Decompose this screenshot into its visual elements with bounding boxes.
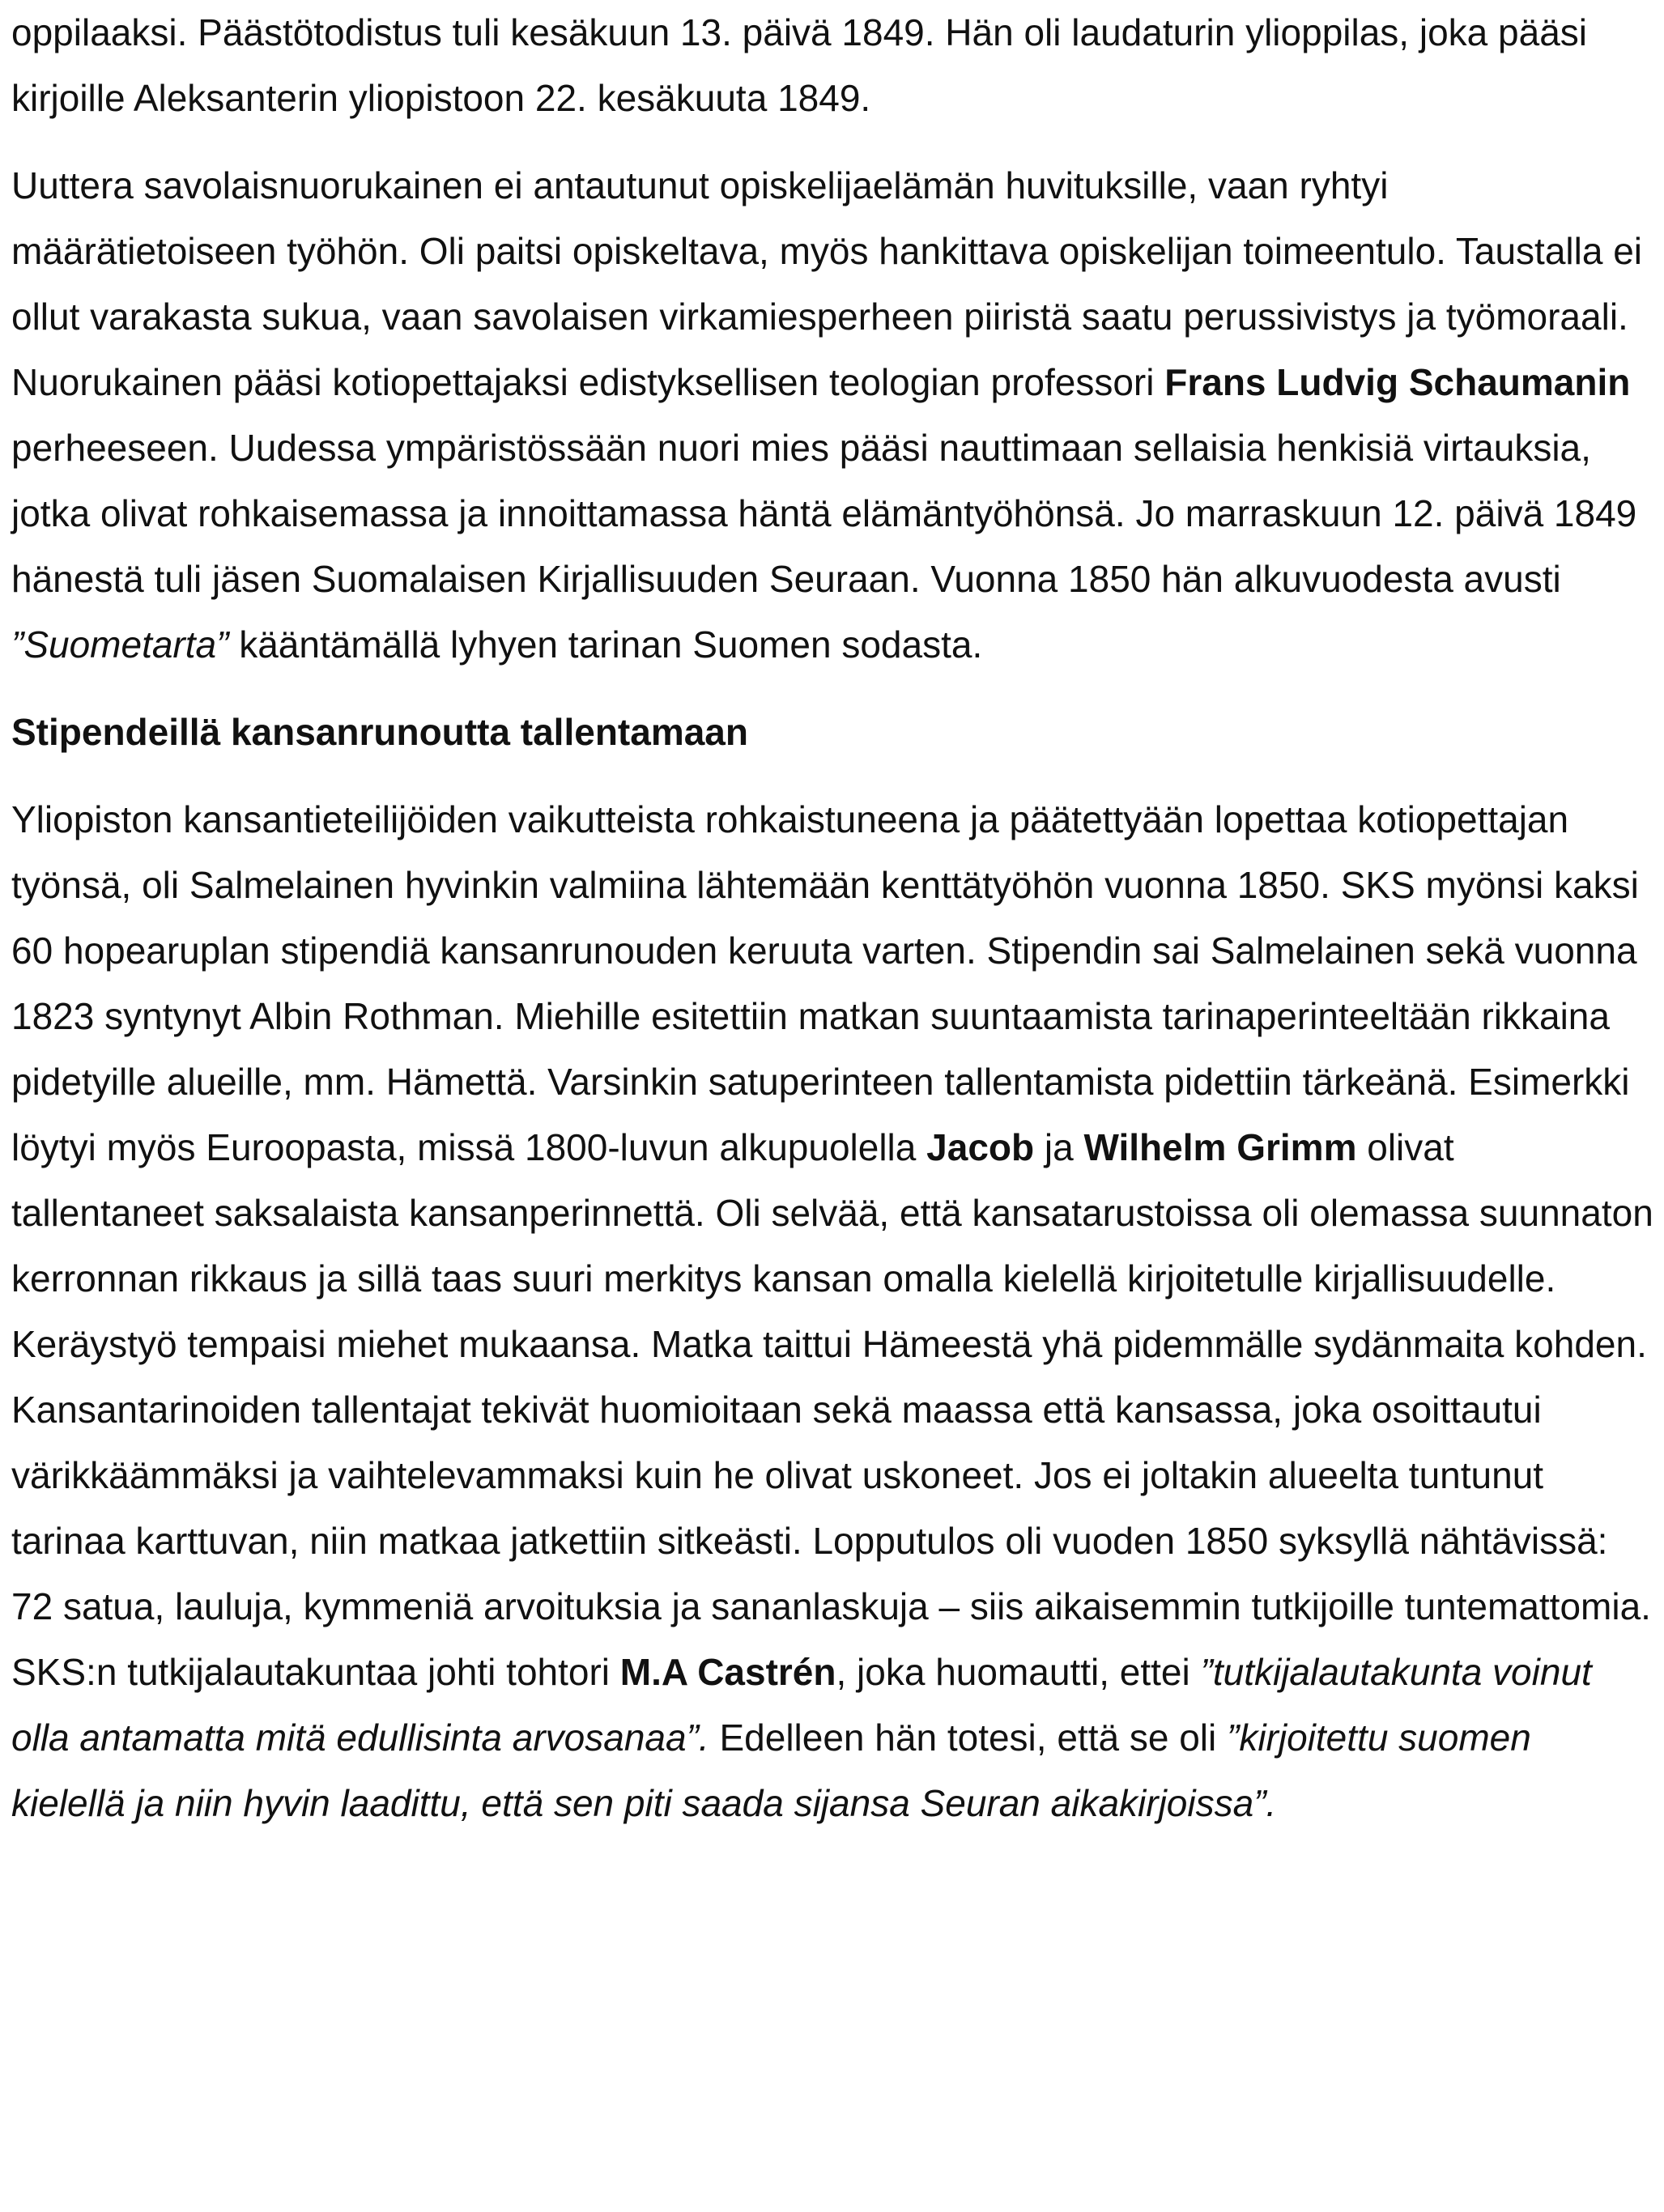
bold-text: Jacob: [926, 1126, 1035, 1168]
bold-text: Frans Ludvig Schaumanin: [1164, 361, 1631, 403]
document-body: [11, 0, 1655, 1858]
text-run: olivat tallentaneet saksalaista kansanperinnettä. Oli selvää, että kansatarustoissa oli olemassa suunnaton kerronnan rikkaus ja sillä taas suuri merkitys kansan omalla kielellä kirjoitetulle kirjallisuudelle. Keräystyö tempaisi miehet mukaansa. Matka taittui Hämeestä yhä pidemmälle sydänmaita kohden. Kansantarinoiden tallentajat tekivät huomioitaan sekä maassa että kansassa, joka osoittautui värikkäämmäksi ja vaihtelevammaksi kuin he olivat uskoneet. Jos ei joltakin alueelta tuntunut tarinaa karttuvan, niin matkaa jatkettiin sitkeästi. Lopputulos oli vuoden 1850 syksyllä nähtävissä: 72 satua, lauluja, kymmeniä arvoituksia ja sananlaskuja – siis aikaisemmin tutkijoille tuntemattomia. SKS:n tutkijalautakuntaa johti tohtori: [11, 1126, 1653, 1693]
text-run: Edelleen hän totesi, että se oli: [709, 1716, 1228, 1759]
text-run: ja: [1034, 1126, 1084, 1168]
paragraph: [11, 0, 1655, 131]
bold-text: M.A Castrén: [619, 1651, 836, 1693]
text-run: kääntämällä lyhyen tarinan Suomen sodasta.: [228, 623, 983, 666]
italic-text: ”kirjoitettu suomen kielellä ja niin hyvin laadittu, että sen piti saada sijansa Seuran aikakirjoissa”.: [11, 1716, 1531, 1824]
italic-text: ”Suometarta”: [11, 623, 229, 666]
text-run: , joka huomautti, ettei: [836, 1651, 1201, 1693]
section-heading: [11, 700, 1655, 765]
text-run: perheeseen. Uudessa ympäristössään nuori mies pääsi nauttimaan sellaisia henkisiä virtauksia, jotka olivat rohkaisemassa ja innoittamassa häntä elämäntyöhönsä. Jo marraskuun 12. päivä 1849 hänestä tuli jäsen Suomalaisen Kirjallisuuden Seuraan. Vuonna 1850 hän alkuvuodesta avusti: [11, 427, 1637, 600]
text-run: Yliopiston kansantieteilijöiden vaikutteista rohkaistuneena ja päätettyään lopettaa kotiopettajan työnsä, oli Salmelainen hyvinkin valmiina lähtemään kenttätyöhön vuonna 1850. SKS myönsi kaksi 60 hopearuplan stipendiä kansanrunouden keruuta varten. Stipendin sai Salmelainen sekä vuonna 1823 syntynyt Albin Rothman. Miehille esitettiin matkan suuntaamista tarinaperinteeltään rikkaina pidetyille alueille, mm. Hämettä. Varsinkin satuperinteen tallentamista pidettiin tärkeänä. Esimerkki löytyi myös Euroopasta, missä 1800-luvun alkupuolella: [11, 798, 1639, 1168]
paragraph: [11, 787, 1655, 1836]
paragraph: [11, 153, 1655, 678]
text-run: oppilaaksi. Päästötodistus tuli kesäkuun 13. päivä 1849. Hän oli laudaturin ylioppilas, joka pääsi kirjoille Aleksanterin yliopistoon 22. kesäkuuta 1849.: [11, 11, 1587, 119]
text-run: Stipendeillä kansanrunoutta tallentamaan: [11, 711, 748, 753]
bold-text: Wilhelm Grimm: [1083, 1126, 1357, 1168]
text-run: Uuttera savolaisnuorukainen ei antautunut opiskelijaelämän huvituksille, vaan ryhtyi määrätietoiseen työhön. Oli paitsi opiskeltava, myös hankittava opiskelijan toimeentulo. Taustalla ei ollut varakasta sukua, vaan savolaisen virkamiesperheen piiristä saatu perussivistys ja työmoraali. Nuorukainen pääsi kotiopettajaksi edistyksellisen teologian professori: [11, 164, 1643, 403]
italic-text: ”tutkijalautakunta voinut olla antamatta mitä edullisinta arvosanaa”.: [11, 1651, 1592, 1759]
